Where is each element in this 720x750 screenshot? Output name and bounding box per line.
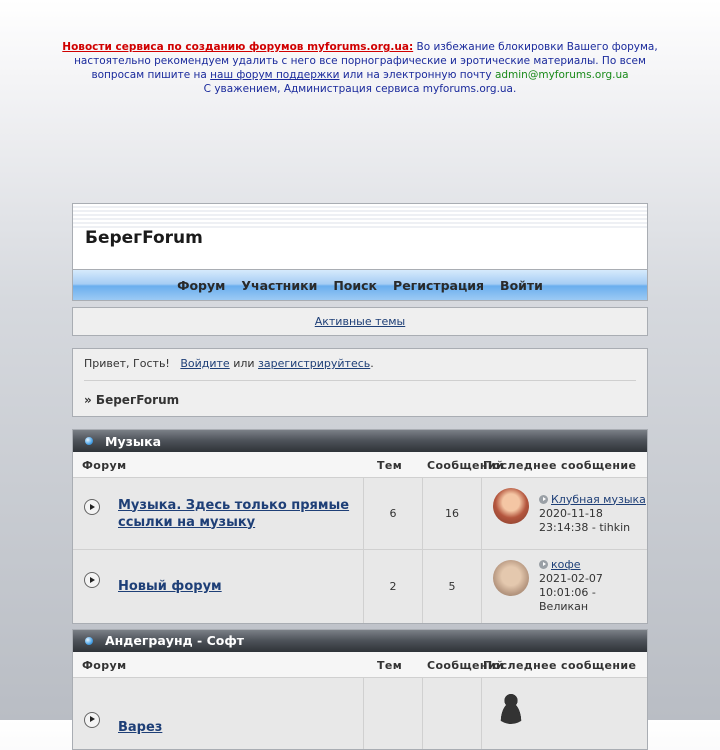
posts-count: 5 [423, 550, 482, 623]
col-posts: Сообщений [427, 659, 504, 672]
topics-count: 2 [364, 550, 423, 623]
table-row [73, 550, 647, 623]
dot-text: . [370, 357, 374, 370]
login-link[interactable]: Войдите [180, 357, 229, 370]
forum-cell [73, 478, 364, 550]
col-topics: Тем [377, 459, 402, 472]
nav-login[interactable]: Войти [500, 278, 543, 293]
table-row [73, 478, 647, 550]
avatar[interactable] [493, 488, 529, 524]
last-post-cell [482, 550, 648, 623]
notice-text-2: или на электронную почту [340, 69, 495, 81]
nav-register[interactable]: Регистрация [393, 278, 484, 293]
topics-count [364, 677, 423, 749]
last-post-cell [482, 677, 648, 749]
forum-title: БерегForum [85, 228, 203, 248]
play-icon [84, 572, 100, 588]
main-nav [72, 269, 648, 301]
category-title: Андеграунд - Софт [105, 633, 244, 648]
column-headers [73, 452, 647, 477]
col-posts: Сообщений [427, 459, 504, 472]
category-underground-soft [72, 629, 648, 750]
nav-members[interactable]: Участники [241, 278, 317, 293]
greet-text: Привет, Гость! [84, 357, 170, 370]
divider [84, 380, 636, 381]
forum-header [72, 203, 648, 269]
posts-count: 16 [423, 478, 482, 550]
last-topic-link[interactable]: кофе [551, 558, 581, 571]
col-forum: Форум [82, 459, 127, 472]
forum-cell [73, 550, 364, 623]
register-link[interactable]: зарегистрируйтесь [258, 357, 370, 370]
table-row [73, 677, 647, 749]
or-text: или [233, 357, 254, 370]
col-forum: Форум [82, 659, 127, 672]
category-bullet-icon [85, 437, 93, 445]
avatar[interactable] [493, 560, 529, 596]
topics-count: 6 [364, 478, 423, 550]
last-post-cell [482, 478, 648, 550]
service-notice [60, 40, 660, 96]
col-last-post: Последнее сообщение [483, 459, 636, 472]
col-last-post: Последнее сообщение [483, 659, 636, 672]
category-header[interactable] [73, 630, 647, 652]
category-title: Музыка [105, 434, 161, 449]
forum-link[interactable]: Варез [118, 719, 362, 736]
go-arrow-icon [539, 560, 548, 569]
category-header[interactable] [73, 430, 647, 452]
welcome-box [72, 348, 648, 417]
breadcrumb: » БерегForum [84, 393, 179, 407]
posts-count [423, 677, 482, 749]
active-topics-link[interactable]: Активные темы [315, 315, 406, 328]
nav-forum[interactable]: Форум [177, 278, 225, 293]
notice-signature: С уважением, Администрация сервиса myforums.org.ua. [204, 83, 517, 95]
play-icon [84, 499, 100, 515]
active-topics-bar [72, 307, 648, 336]
support-forum-link[interactable]: наш форум поддержки [210, 69, 339, 81]
category-music [72, 429, 648, 624]
notice-title-link[interactable]: Новости сервиса по созданию форумов myforums.org.ua: [62, 41, 413, 53]
notice-text: Во избежание блокировки Вашего форума, настоятельно рекомендуем удалить с него все порнографические и эротические материалы. По всем вопросам пишите на [74, 41, 658, 81]
admin-email-link[interactable]: admin@myforums.org.ua [495, 69, 629, 81]
forum-cell [73, 677, 364, 749]
col-topics: Тем [377, 659, 402, 672]
forum-link[interactable]: Музыка. Здесь только прямые ссылки на музыку [118, 497, 362, 531]
nav-search[interactable]: Поиск [333, 278, 377, 293]
category-bullet-icon [85, 637, 93, 645]
forum-wrapper [72, 203, 648, 750]
last-post-meta: 2021-02-07 10:01:06 - Великан [539, 572, 603, 613]
avatar[interactable] [493, 688, 529, 724]
last-topic-link[interactable]: Клубная музыка [551, 493, 646, 506]
go-arrow-icon [539, 495, 548, 504]
welcome-greeting [84, 357, 374, 370]
forum-link[interactable]: Новый форум [118, 578, 362, 595]
last-post-meta: 2020-11-18 23:14:38 - tihkin [539, 507, 630, 534]
column-headers [73, 652, 647, 677]
